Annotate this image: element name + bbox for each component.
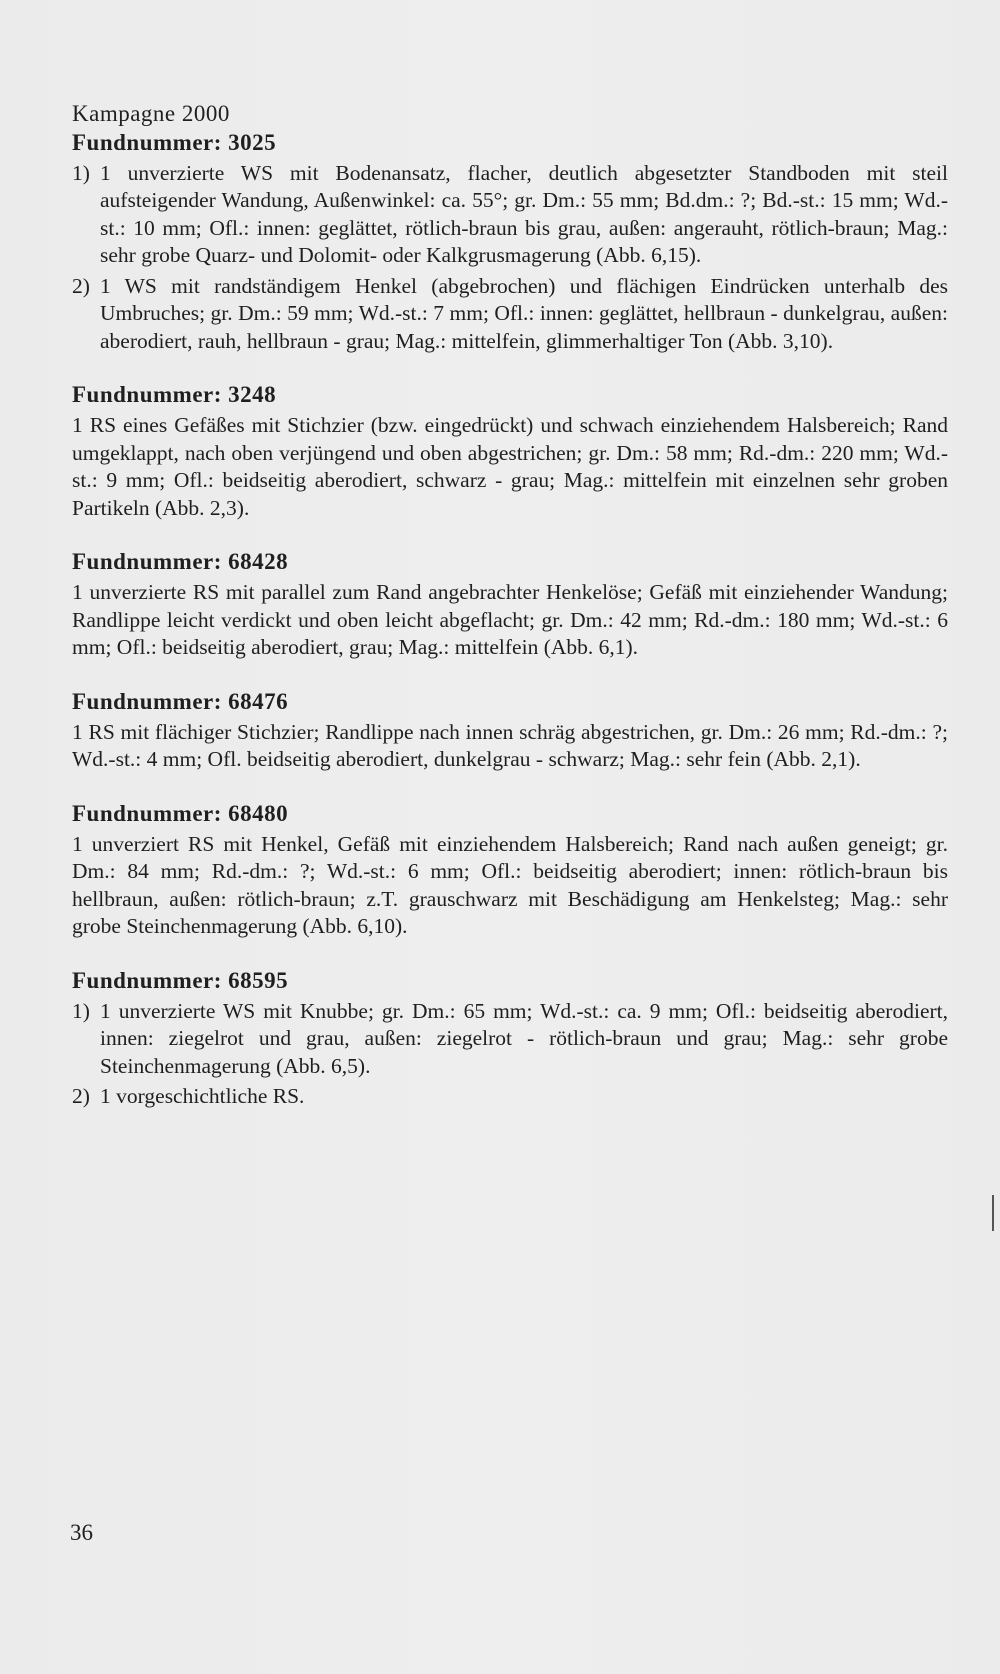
item-text: 1 WS mit randständigem Henkel (abgebrochen) und flächigen Eindrücken unterhalb des Umbruches; gr. Dm.: 59 mm; Wd.-st.: 7 mm; Ofl.: innen: geglättet, hellbraun - dunkelgrau, außen: aberodiert, rauh, hellbraun - grau; Mag.: mittelfein, glimmerhaltiger Ton (Abb. 3,10). — [100, 273, 948, 353]
list-item — [72, 160, 948, 270]
find-entry — [72, 547, 948, 662]
item-list — [72, 998, 948, 1111]
find-entry — [72, 128, 948, 356]
item-text: 1 unverzierte WS mit Bodenansatz, flacher, deutlich abgesetzter Standboden mit steil aufsteigender Wandung, Außenwinkel: ca. 55°; gr. Dm.: 55 mm; Bd.dm.: ?; Bd.-st.: 15 mm; Wd.-st.: 10 mm; Ofl.: innen: geglättet, rötlich-braun bis grau, außen: angerauht, rötlich-braun; Mag.: sehr grobe Quarz- und Dolomit- oder Kalkgrusmagerung (Abb. 6,15). — [100, 160, 948, 267]
find-entry — [72, 380, 948, 522]
item-text: 1 unverzierte WS mit Knubbe; gr. Dm.: 65 mm; Wd.-st.: ca. 9 mm; Ofl.: beidseitig aberodiert, innen: ziegelrot und grau, außen: ziegelrot - rötlich-braun und grau; Mag.: sehr grobe Steinchenmagerung (Abb. 6,5). — [100, 998, 948, 1078]
margin-mark — [992, 1195, 994, 1231]
find-number-heading: Fundnummer: 68476 — [72, 688, 289, 714]
campaign-heading: Kampagne 2000 — [72, 101, 230, 126]
list-item — [72, 998, 948, 1081]
item-number: 2) — [72, 1084, 90, 1108]
item-text: 1 vorgeschichtliche RS. — [100, 1084, 305, 1108]
list-item — [72, 1083, 948, 1111]
find-description: 1 unverziert RS mit Henkel, Gefäß mit einziehendem Halsbereich; Rand nach außen geneigt; gr. Dm.: 84 mm; Rd.-dm.: ?; Wd.-st.: 6 mm; Ofl.: beidseitig aberodiert; innen: rötlich-braun bis hellbraun, außen: rötlich-braun; z.T. grauschwarz mit Beschädigung am Henkelsteg; Mag.: sehr grobe Steinchenmagerung (Abb. 6,10). — [72, 831, 948, 938]
list-item — [72, 273, 948, 356]
find-number-heading: Fundnummer: 68428 — [72, 549, 289, 574]
find-number-heading: Fundnummer: 68595 — [72, 967, 289, 993]
find-number-heading: Fundnummer: 3025 — [72, 129, 277, 155]
find-number-heading: Fundnummer: 3248 — [72, 382, 277, 407]
item-number: 2) — [72, 273, 90, 298]
page-number: 36 — [70, 1520, 93, 1545]
item-number: 1) — [72, 998, 90, 1023]
find-entry — [72, 966, 948, 1111]
find-entry — [72, 799, 948, 941]
item-list — [72, 160, 948, 356]
find-description: 1 RS mit flächiger Stichzier; Randlippe nach innen schräg abgestrichen, gr. Dm.: 26 mm; Rd.-dm.: ?; Wd.-st.: 4 mm; Ofl. beidseitig aberodiert, dunkelgrau - schwarz; Mag.: sehr fein (Abb. 2,1). — [72, 719, 948, 771]
find-description: 1 unverzierte RS mit parallel zum Rand angebrachter Henkelöse; Gefäß mit einziehender Wandung; Randlippe leicht verdickt und oben leicht abgeflacht; gr. Dm.: 42 mm; Rd.-dm.: 180 mm; Wd.-st.: 6 mm; Ofl.: beidseitig aberodiert, grau; Mag.: mittelfein (Abb. 6,1). — [72, 580, 948, 659]
page-content — [72, 100, 948, 1136]
find-description: 1 RS eines Gefäßes mit Stichzier (bzw. eingedrückt) und schwach einziehendem Halsbereich; Rand umgeklappt, nach oben verjüngend und oben abgestrichen; gr. Dm.: 58 mm; Rd.-dm.: 220 mm; Wd.-st.: 9 mm; Ofl.: beidseitig aberodiert, schwarz - grau; Mag.: mittelfein mit einzelnen sehr groben Partikeln (Abb. 2,3). — [72, 413, 948, 520]
item-number: 1) — [72, 160, 90, 185]
find-entry — [72, 687, 948, 774]
find-number-heading: Fundnummer: 68480 — [72, 800, 289, 826]
